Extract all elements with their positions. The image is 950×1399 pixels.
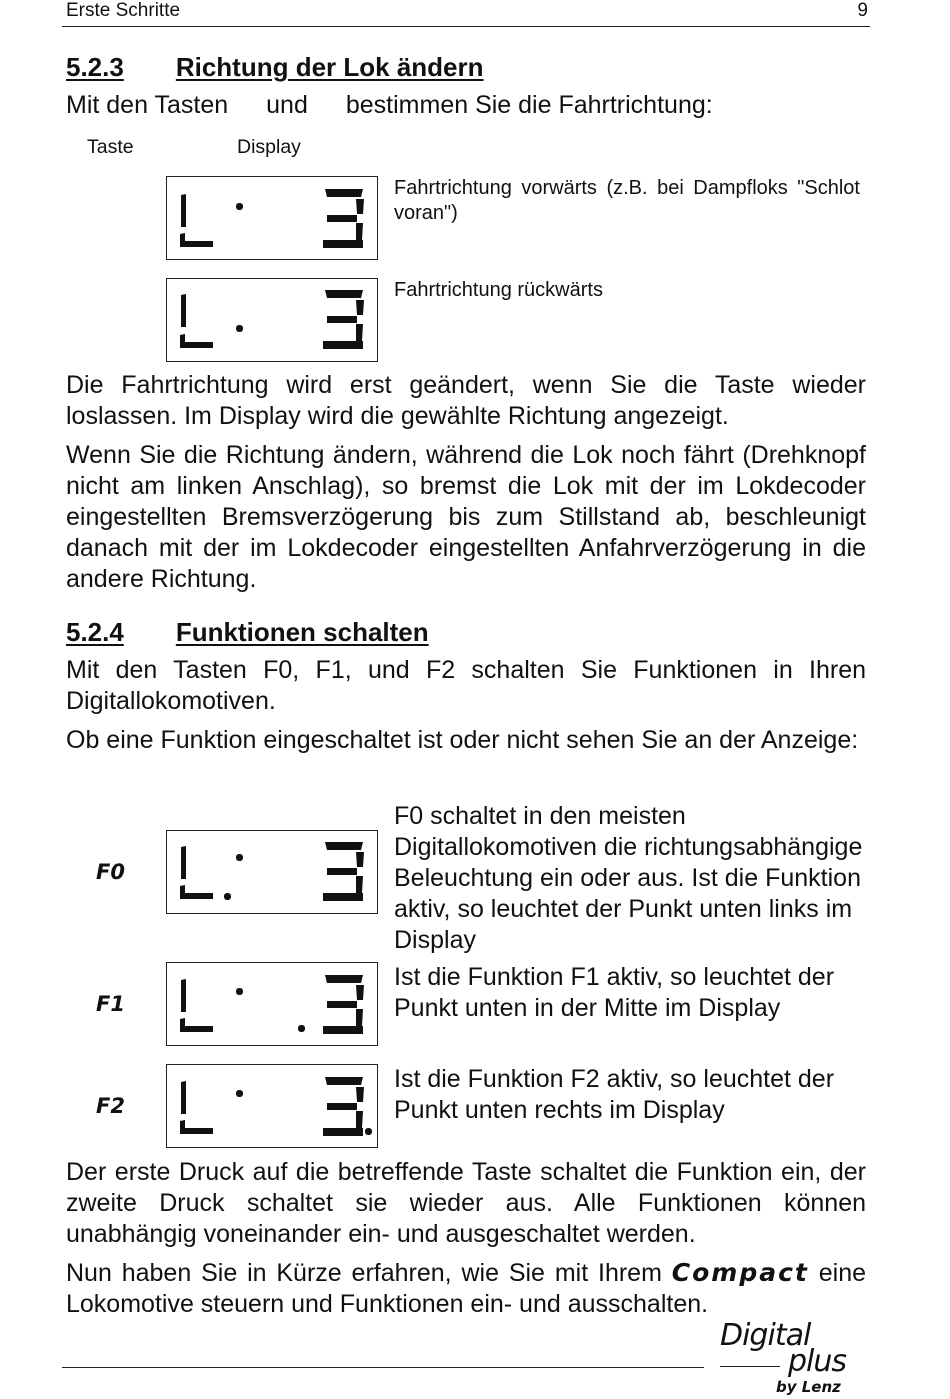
logo-underline <box>720 1366 780 1367</box>
page-number: 9 <box>857 0 868 21</box>
footer-rule <box>62 1367 704 1368</box>
section-523-title: Richtung der Lok ändern <box>175 52 484 82</box>
section-524-para4 <box>66 1257 866 1320</box>
header-rule <box>62 26 870 27</box>
col-display-label: Display <box>237 136 301 158</box>
lcd-display-forward <box>166 176 378 260</box>
section-524-para2: Ob eine Funktion eingeschaltet ist oder nicht sehen Sie an der Anzeige: <box>66 726 859 754</box>
para4-text-a: Nun haben Sie in Kürze erfahren, wie Sie mit Ihrem <box>66 1259 662 1287</box>
intro-text-2: und <box>266 91 308 119</box>
section-523-para2: Wenn Sie die Richtung ändern, während die Lok noch fährt (Drehknopf nicht am linken Anschlag), so bremst die Lok mit der im Lokdecoder eingestellten Bremsverzögerung bis zum Stillstand ab, beschleunigt danach mit der im Lokdecoder eingestellten Anfahrverzögerung in die andere Richtung. <box>66 441 866 593</box>
logo-line-bylenz: by Lenz <box>776 1378 841 1396</box>
function-f0-text: F0 schaltet in den meisten Digitallokomotiven die richtungsabhängige Beleuchtung ein oder aus. Ist die Funktion aktiv, so leuchtet der Punkt unten links im Display <box>394 802 863 954</box>
section-524-number: 5.2.4 <box>66 617 124 647</box>
lcd-display-f1 <box>166 962 378 1046</box>
running-header: Erste Schritte <box>66 0 181 21</box>
function-f2-text: Ist die Funktion F2 aktiv, so leuchtet der Punkt unten rechts im Display <box>394 1065 835 1124</box>
section-524-para1: Mit den Tasten F0, F1, und F2 schalten Sie Funktionen in Ihren Digitallokomotiven. <box>66 656 866 715</box>
compact-brand-name: Compact <box>671 1258 809 1287</box>
intro-text-1: Mit den Tasten <box>66 91 229 119</box>
section-524-heading <box>66 617 429 648</box>
lcd-display-f0 <box>166 830 378 914</box>
section-523-heading <box>66 52 484 83</box>
lcd-reverse-caption: Fahrtrichtung rückwärts <box>394 279 603 301</box>
logo-line-digital: Digital <box>720 1318 811 1353</box>
section-524-para3: Der erste Druck auf die betreffende Taste schaltet die Funktion ein, der zweite Druck schaltet sie wieder aus. Alle Funktionen können unabhängig voneinander ein- und ausgeschaltet werden. <box>66 1158 866 1248</box>
logo-line-plus: plus <box>788 1344 847 1379</box>
function-key-f1: F1 <box>96 992 125 1016</box>
col-taste-label: Taste <box>87 136 134 158</box>
lcd-display-f2 <box>166 1064 378 1148</box>
section-523-number: 5.2.3 <box>66 52 124 82</box>
section-524-title: Funktionen schalten <box>175 617 429 647</box>
para4-text-b: eine Lokomotive steuern und Funktionen ein- und ausschalten. <box>66 1259 866 1318</box>
section-523-para1: Die Fahrtrichtung wird erst geändert, wenn Sie die Taste wieder loslassen. Im Display wird die gewählte Richtung angezeigt. <box>66 371 866 430</box>
function-key-f0: F0 <box>96 860 125 884</box>
function-key-f2: F2 <box>96 1094 125 1118</box>
digital-plus-logo <box>716 1318 876 1398</box>
lcd-display-reverse <box>166 278 378 362</box>
function-f1-text: Ist die Funktion F1 aktiv, so leuchtet der Punkt unten in der Mitte im Display <box>394 963 835 1022</box>
lcd-forward-caption: Fahrtrichtung vorwärts (z.B. bei Dampfloks "Schlot voran") <box>394 177 860 224</box>
intro-text-3: bestimmen Sie die Fahrtrichtung: <box>345 91 713 119</box>
section-523-intro <box>66 90 866 121</box>
